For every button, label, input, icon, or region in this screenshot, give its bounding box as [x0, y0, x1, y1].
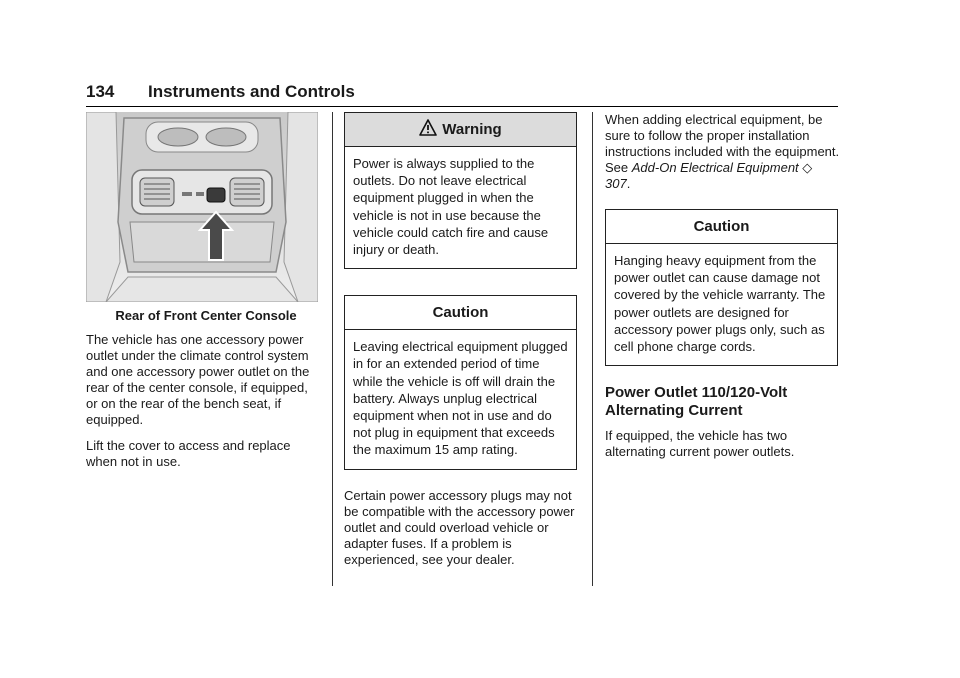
caution-text: Leaving electrical equipment plugged in for an extended period of time while the vehicle is off will drain the battery. Always unplug electrical equipment when not in use and do not plug in equipment that exceeds the maximum 15 amp rating.: [353, 339, 568, 458]
caution-text: Hanging heavy equipment from the power outlet can cause damage not covered by the vehicle warranty. The power outlets are designed for accessory power plugs only, such as cell phone charge cords.: [614, 253, 826, 355]
page-ref-icon: ◇: [802, 160, 813, 175]
column-divider: [592, 112, 593, 586]
body-paragraph: The vehicle has one accessory power outlet under the climate control system and one accessory power outlet on the rear of the center console, if equipped, or on the rear of the bench seat, if equipped.: [86, 332, 310, 427]
page-header: [86, 82, 838, 107]
caution-box: [605, 209, 838, 366]
warning-title: Warning: [442, 121, 502, 138]
column-middle: [344, 112, 579, 568]
section-title: Instruments and Controls: [148, 82, 355, 101]
warning-header: [345, 113, 576, 147]
add-on-electrical-link[interactable]: Add-On Electrical Equipment: [631, 160, 799, 175]
body-paragraph: Certain power accessory plugs may not be compatible with the accessory power outlet and could overload vehicle or adapter fuses. If a problem is experienced, see your dealer.: [344, 487, 575, 567]
page-number: 134: [86, 82, 115, 101]
column-left: [86, 112, 320, 470]
warning-text: Power is always supplied to the outlets. Do not leave electrical equipment plugged in when the vehicle is not in use because the vehicle could catch fire and cause injury or death.: [353, 156, 549, 258]
figure-caption: Rear of Front Center Console: [115, 308, 297, 323]
body-paragraph: Lift the cover to access and replace when not in use.: [86, 438, 291, 469]
subheading: Power Outlet 110/120-Volt Alternating Current: [605, 384, 788, 420]
console-rear-illustration: [86, 112, 318, 302]
column-right: [605, 112, 840, 460]
caution-header: Caution: [606, 210, 837, 244]
intro-paragraph: When adding electrical equipment, be sure to follow the proper installation instructions included with the equipment. See Add-On Electrical Equipment ◇ 307.: [605, 112, 840, 191]
caution-header: Caution: [345, 296, 576, 330]
warning-triangle-icon: [419, 119, 437, 140]
page-ref-number[interactable]: 307: [605, 176, 627, 191]
body-paragraph: If equipped, the vehicle has two alternating current power outlets.: [605, 428, 795, 460]
caution-box: [344, 295, 577, 469]
warning-box: [344, 112, 577, 269]
column-divider: [332, 112, 333, 586]
